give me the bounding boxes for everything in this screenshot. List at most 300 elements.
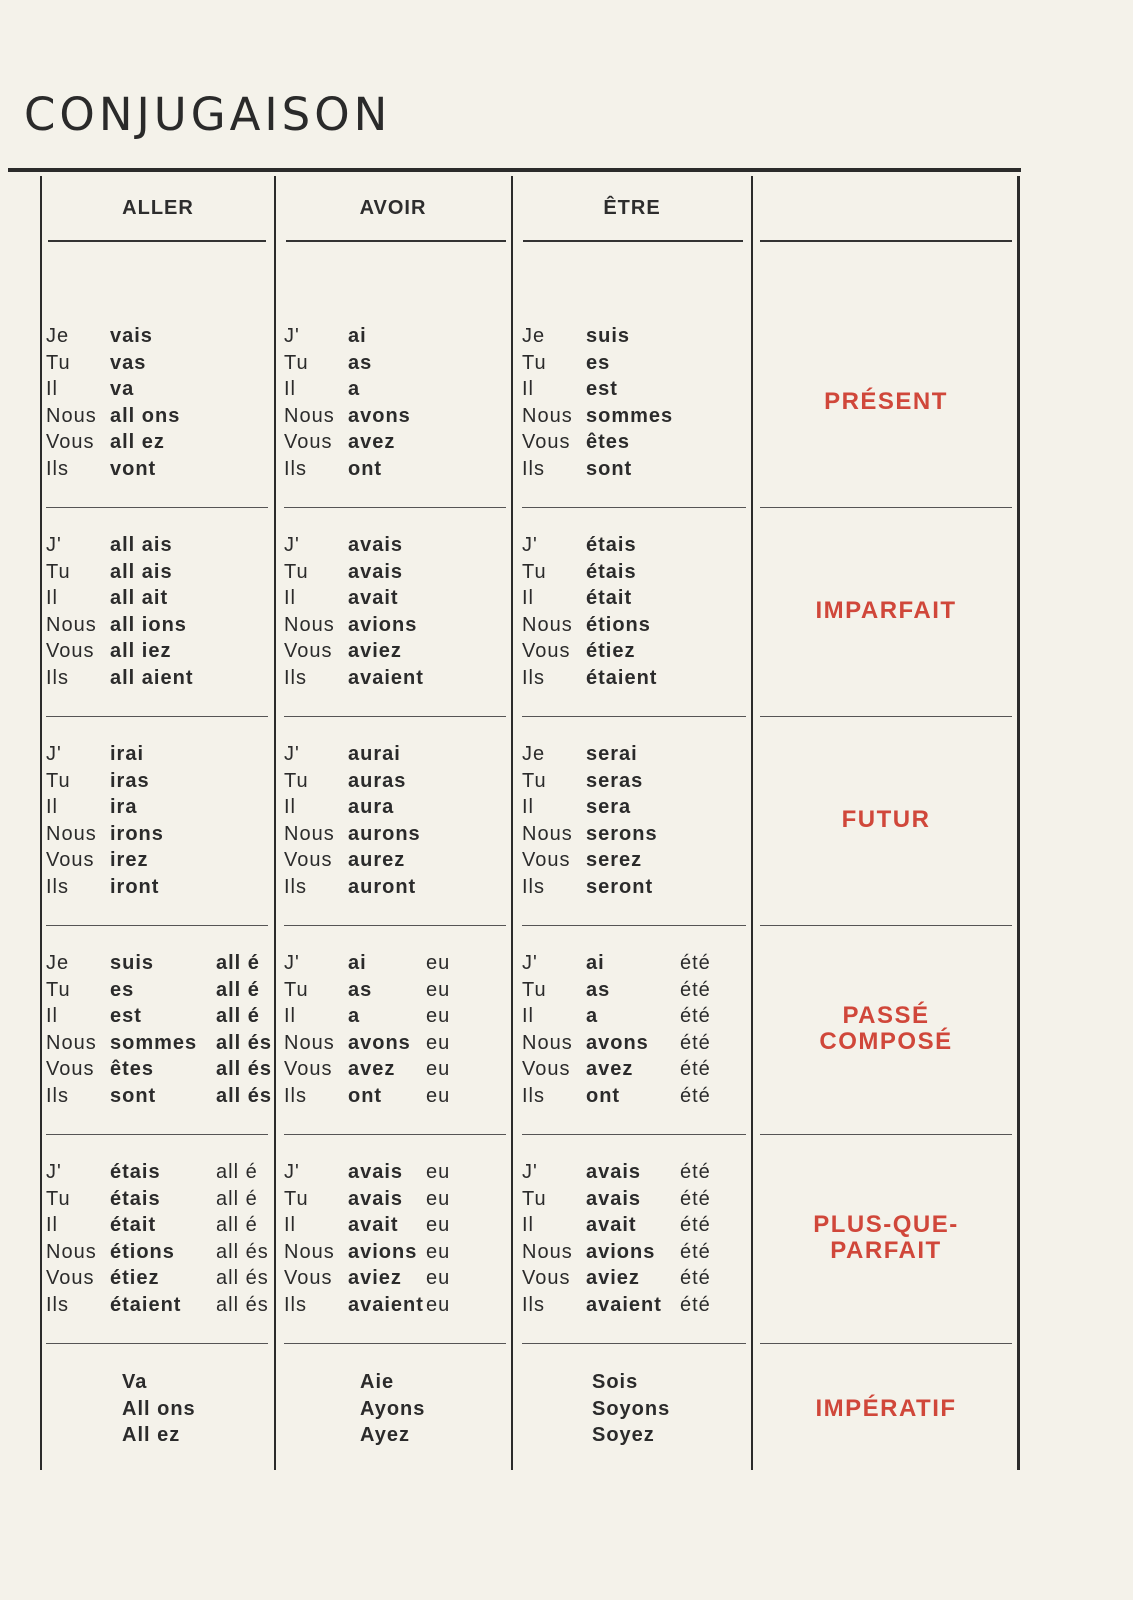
past-participle: all és bbox=[216, 1267, 269, 1289]
conjugation-row bbox=[284, 403, 512, 430]
pronoun: Tu bbox=[46, 978, 71, 1001]
pronoun: Il bbox=[46, 378, 58, 400]
verb-form: aviez bbox=[348, 1267, 402, 1289]
pronoun: Tu bbox=[46, 769, 71, 792]
past-participle: été bbox=[680, 978, 711, 1001]
verb-form: avais bbox=[348, 534, 404, 556]
verb-form: sera bbox=[586, 796, 632, 818]
conjugation-row bbox=[46, 1159, 274, 1186]
pronoun: Nous bbox=[284, 1031, 335, 1054]
conjugation-row bbox=[522, 612, 750, 639]
conjugation-row bbox=[522, 429, 750, 456]
pronoun: Il bbox=[284, 1005, 296, 1027]
conjugation-row bbox=[46, 794, 274, 821]
conjugation-row bbox=[522, 768, 750, 795]
conjugation-row bbox=[522, 1212, 750, 1239]
past-participle: eu bbox=[426, 1267, 451, 1289]
conjugation-row bbox=[46, 323, 274, 350]
conjugation-row bbox=[522, 1239, 750, 1266]
verb-form: avaient bbox=[586, 1293, 662, 1316]
conjugation-row bbox=[46, 741, 274, 768]
conjugation-row bbox=[522, 1159, 750, 1186]
conjugation-row bbox=[522, 1265, 750, 1292]
verb-form: all ions bbox=[110, 613, 187, 636]
row-separator bbox=[284, 716, 506, 717]
conjugation-row bbox=[46, 1186, 274, 1213]
imperative-form: Soyez bbox=[592, 1424, 655, 1446]
pronoun: Nous bbox=[522, 1240, 573, 1263]
pronoun: Nous bbox=[284, 404, 335, 427]
verb-form: all iez bbox=[110, 640, 172, 662]
conjugation-row bbox=[284, 1159, 512, 1186]
row-separator bbox=[760, 925, 1012, 926]
pronoun: J' bbox=[46, 743, 62, 765]
verb-form: étaient bbox=[110, 1293, 182, 1316]
pronoun: Ils bbox=[522, 1293, 545, 1316]
pronoun: Tu bbox=[522, 351, 547, 374]
conjugation-row bbox=[46, 559, 274, 586]
pronoun: Il bbox=[522, 378, 534, 400]
past-participle: eu bbox=[426, 1005, 451, 1027]
conjugation-row bbox=[46, 1239, 274, 1266]
pronoun: Vous bbox=[284, 431, 333, 453]
tense-label-line: PRÉSENT bbox=[824, 388, 948, 415]
verb-form: aurez bbox=[348, 849, 406, 871]
pronoun: Vous bbox=[46, 640, 95, 662]
verb-form: irons bbox=[110, 822, 164, 845]
pronoun: Ils bbox=[46, 457, 69, 480]
pronoun: Je bbox=[46, 952, 70, 974]
verb-form: aurons bbox=[348, 822, 421, 845]
row-separator bbox=[284, 507, 506, 508]
past-participle: été bbox=[680, 952, 711, 974]
imperative-form: All ez bbox=[122, 1424, 181, 1446]
conjugation-cell-aller bbox=[46, 741, 274, 900]
verb-form: ira bbox=[110, 796, 138, 818]
conjugation-cell-etre bbox=[522, 1159, 750, 1318]
verb-form: étais bbox=[110, 1187, 161, 1210]
pronoun: Tu bbox=[522, 560, 547, 583]
conjugation-cell-avoir bbox=[284, 950, 512, 1109]
row-separator bbox=[46, 716, 268, 717]
conjugation-row bbox=[46, 585, 274, 612]
pronoun: Tu bbox=[522, 1187, 547, 1210]
conjugation-row bbox=[522, 532, 750, 559]
tense-label-line: PARFAIT bbox=[830, 1237, 942, 1264]
verb-form: étais bbox=[586, 560, 637, 583]
verb-form: auras bbox=[348, 769, 407, 792]
conjugation-row bbox=[284, 323, 512, 350]
verb-form: aura bbox=[348, 796, 395, 818]
conjugation-row bbox=[46, 612, 274, 639]
pronoun: J' bbox=[284, 952, 300, 974]
verb-form: avais bbox=[348, 1161, 404, 1183]
tense-label bbox=[752, 598, 1020, 624]
past-participle: all é bbox=[216, 1005, 260, 1027]
past-participle: été bbox=[680, 1084, 711, 1107]
verb-form: avais bbox=[348, 560, 404, 583]
pronoun: Ils bbox=[46, 666, 69, 689]
verb-form: avez bbox=[348, 431, 396, 453]
conjugation-row bbox=[522, 323, 750, 350]
verb-form: étiez bbox=[586, 640, 636, 662]
verb-form: avons bbox=[586, 1031, 649, 1054]
imperative-form: Ayez bbox=[360, 1424, 410, 1446]
conjugation-row bbox=[46, 847, 274, 874]
verb-form: serai bbox=[586, 743, 638, 765]
conjugation-row bbox=[46, 429, 274, 456]
verb-form: aviez bbox=[586, 1267, 640, 1289]
conjugation-row bbox=[522, 1030, 750, 1057]
conjugation-row bbox=[46, 1292, 274, 1319]
verb-form: ai bbox=[586, 952, 605, 974]
pronoun: Vous bbox=[284, 849, 333, 871]
conjugation-row bbox=[284, 532, 512, 559]
column-header-etre: ÊTRE bbox=[603, 197, 661, 219]
conjugation-row bbox=[522, 950, 750, 977]
conjugation-cell-aller bbox=[46, 1159, 274, 1318]
verb-form: avions bbox=[586, 1240, 656, 1263]
conjugation-row bbox=[284, 559, 512, 586]
past-participle: all és bbox=[216, 1031, 273, 1054]
verb-form: suis bbox=[110, 952, 155, 974]
verb-form: serons bbox=[586, 822, 658, 845]
conjugation-row bbox=[46, 665, 274, 692]
verb-form: es bbox=[110, 978, 135, 1001]
conjugation-cell-avoir bbox=[284, 1159, 512, 1318]
verb-form: aviez bbox=[348, 640, 402, 662]
past-participle: eu bbox=[426, 1187, 451, 1210]
pronoun: Ils bbox=[46, 875, 69, 898]
row-separator bbox=[284, 1134, 506, 1135]
past-participle: été bbox=[680, 1214, 711, 1236]
past-participle: all é bbox=[216, 1187, 258, 1210]
pronoun: Il bbox=[522, 1005, 534, 1027]
pronoun: J' bbox=[522, 1161, 538, 1183]
row-separator bbox=[760, 1343, 1012, 1344]
pronoun: Nous bbox=[46, 404, 97, 427]
conjugation-row bbox=[284, 977, 512, 1004]
conjugation-row bbox=[522, 1186, 750, 1213]
past-participle: all é bbox=[216, 978, 260, 1001]
pronoun: Je bbox=[522, 325, 546, 347]
past-participle: été bbox=[680, 1187, 711, 1210]
verb-form: as bbox=[348, 351, 373, 374]
verb-form: étions bbox=[586, 613, 651, 636]
verb-form: vais bbox=[110, 325, 153, 347]
pronoun: Il bbox=[522, 1214, 534, 1236]
verb-form: ai bbox=[348, 325, 367, 347]
pronoun: Ils bbox=[46, 1084, 69, 1107]
verb-form: suis bbox=[586, 325, 631, 347]
tense-label-line: PLUS-QUE- bbox=[813, 1211, 959, 1238]
past-participle: all és bbox=[216, 1293, 269, 1316]
past-participle: été bbox=[680, 1293, 711, 1316]
verb-form: étais bbox=[110, 1161, 161, 1183]
conjugation-row bbox=[284, 821, 512, 848]
verb-form: êtes bbox=[586, 431, 631, 453]
row-separator bbox=[46, 1343, 268, 1344]
conjugation-cell-avoir bbox=[284, 323, 512, 482]
verb-form: auront bbox=[348, 875, 417, 898]
conjugation-row bbox=[284, 376, 512, 403]
conjugation-row bbox=[284, 638, 512, 665]
verb-form: all ais bbox=[110, 534, 173, 556]
pronoun: Il bbox=[284, 378, 296, 400]
verb-form: iras bbox=[110, 769, 150, 792]
verb-form: avez bbox=[348, 1058, 396, 1080]
row-separator bbox=[284, 1343, 506, 1344]
conjugation-row bbox=[284, 429, 512, 456]
verb-form: avaient bbox=[348, 1293, 424, 1316]
imperative-form: Sois bbox=[592, 1371, 639, 1393]
verb-form: étaient bbox=[586, 666, 658, 689]
conjugation-cell-etre bbox=[522, 323, 750, 482]
verb-form: avait bbox=[348, 587, 399, 609]
pronoun: Nous bbox=[522, 613, 573, 636]
verb-form: as bbox=[348, 978, 373, 1001]
conjugation-cell-etre bbox=[522, 532, 750, 691]
conjugation-row bbox=[522, 403, 750, 430]
pronoun: J' bbox=[284, 743, 300, 765]
past-participle: été bbox=[680, 1058, 711, 1080]
conjugation-row bbox=[46, 768, 274, 795]
past-participle: eu bbox=[426, 1084, 451, 1107]
pronoun: Il bbox=[46, 587, 58, 609]
pronoun: Ils bbox=[284, 875, 307, 898]
conjugation-row bbox=[46, 950, 274, 977]
past-participle: été bbox=[680, 1267, 711, 1289]
pronoun: Nous bbox=[46, 613, 97, 636]
pronoun: Tu bbox=[284, 769, 309, 792]
verb-form: avons bbox=[348, 1031, 411, 1054]
conjugation-row bbox=[284, 1083, 512, 1110]
row-separator bbox=[46, 925, 268, 926]
conjugation-row bbox=[522, 977, 750, 1004]
pronoun: Nous bbox=[522, 404, 573, 427]
conjugation-row bbox=[46, 1265, 274, 1292]
imperative-form: Ayons bbox=[360, 1397, 426, 1420]
pronoun: Ils bbox=[284, 1293, 307, 1316]
pronoun: Vous bbox=[46, 1058, 95, 1080]
past-participle: été bbox=[680, 1031, 711, 1054]
conjugation-row bbox=[522, 1292, 750, 1319]
pronoun: Il bbox=[46, 1214, 58, 1236]
header-rule bbox=[523, 240, 743, 242]
pronoun: Vous bbox=[46, 431, 95, 453]
imperative-form: Soyons bbox=[592, 1397, 671, 1420]
past-participle: eu bbox=[426, 1240, 451, 1263]
tense-label-line: PASSÉ bbox=[842, 1002, 930, 1029]
verb-form: ont bbox=[348, 1084, 383, 1107]
past-participle: été bbox=[680, 1005, 711, 1027]
conjugation-row bbox=[284, 874, 512, 901]
row-separator bbox=[522, 716, 746, 717]
conjugation-row bbox=[284, 768, 512, 795]
conjugation-row bbox=[284, 950, 512, 977]
pronoun: Vous bbox=[522, 1267, 571, 1289]
conjugation-row bbox=[284, 456, 512, 483]
conjugation-row bbox=[46, 1003, 274, 1030]
row-separator bbox=[760, 716, 1012, 717]
conjugation-row bbox=[284, 1030, 512, 1057]
conjugation-row bbox=[284, 1056, 512, 1083]
pronoun: J' bbox=[284, 1161, 300, 1183]
verb-form: as bbox=[586, 978, 611, 1001]
verb-form: avez bbox=[586, 1058, 634, 1080]
past-participle: all és bbox=[216, 1240, 269, 1263]
verb-form: es bbox=[586, 351, 611, 374]
verb-form: avait bbox=[586, 1214, 637, 1236]
column-header-aller: ALLER bbox=[122, 197, 194, 219]
past-participle: all és bbox=[216, 1084, 273, 1107]
conjugation-cell-avoir bbox=[284, 741, 512, 900]
conjugation-row bbox=[46, 376, 274, 403]
verb-form: seras bbox=[586, 769, 644, 792]
tense-label-imperatif: IMPÉRATIF bbox=[815, 1395, 957, 1422]
pronoun: J' bbox=[522, 534, 538, 556]
conjugation-row bbox=[46, 456, 274, 483]
pronoun: Nous bbox=[46, 822, 97, 845]
verb-form: vas bbox=[110, 351, 147, 374]
row-separator bbox=[760, 1134, 1012, 1135]
pronoun: Il bbox=[522, 587, 534, 609]
verb-form: va bbox=[110, 378, 135, 400]
pronoun: Tu bbox=[284, 351, 309, 374]
verb-form: all ait bbox=[110, 587, 169, 609]
verb-form: avait bbox=[348, 1214, 399, 1236]
verb-form: sont bbox=[586, 457, 633, 480]
verb-form: all ons bbox=[110, 404, 181, 427]
past-participle: eu bbox=[426, 1161, 451, 1183]
conjugation-row bbox=[284, 847, 512, 874]
conjugation-row bbox=[522, 847, 750, 874]
pronoun: J' bbox=[284, 534, 300, 556]
verb-form: est bbox=[586, 378, 618, 400]
page-title: CONJUGAISON bbox=[24, 88, 392, 141]
pronoun: Il bbox=[284, 796, 296, 818]
verb-form: a bbox=[348, 1005, 361, 1027]
conjugation-row bbox=[522, 585, 750, 612]
pronoun: Tu bbox=[284, 1187, 309, 1210]
pronoun: Il bbox=[46, 1005, 58, 1027]
verb-form: iront bbox=[110, 875, 160, 898]
conjugation-cell-aller bbox=[46, 323, 274, 482]
past-participle: eu bbox=[426, 1214, 451, 1236]
pronoun: Ils bbox=[522, 1084, 545, 1107]
verb-form: était bbox=[110, 1214, 157, 1236]
pronoun: Nous bbox=[46, 1240, 97, 1263]
pronoun: Vous bbox=[522, 431, 571, 453]
column-divider bbox=[274, 176, 276, 1470]
verb-form: avaient bbox=[348, 666, 424, 689]
past-participle: été bbox=[680, 1240, 711, 1263]
pronoun: Vous bbox=[46, 1267, 95, 1289]
pronoun: Vous bbox=[522, 1058, 571, 1080]
verb-form: irai bbox=[110, 743, 145, 765]
verb-form: all ez bbox=[110, 431, 165, 453]
row-separator bbox=[522, 1134, 746, 1135]
verb-form: êtes bbox=[110, 1058, 155, 1080]
conjugation-row bbox=[46, 1056, 274, 1083]
pronoun: Il bbox=[284, 1214, 296, 1236]
pronoun: Ils bbox=[522, 875, 545, 898]
conjugation-row bbox=[522, 874, 750, 901]
verb-form: avons bbox=[348, 404, 411, 427]
imperative-form: All ons bbox=[122, 1397, 196, 1420]
tense-label-line: IMPARFAIT bbox=[815, 597, 957, 624]
conjugation-row bbox=[284, 585, 512, 612]
past-participle: eu bbox=[426, 978, 451, 1001]
pronoun: Il bbox=[284, 587, 296, 609]
conjugation-cell-etre bbox=[522, 950, 750, 1109]
pronoun: Ils bbox=[522, 666, 545, 689]
row-separator bbox=[522, 925, 746, 926]
conjugation-cell-avoir bbox=[284, 532, 512, 691]
past-participle: all é bbox=[216, 1214, 258, 1236]
conjugation-row bbox=[284, 1265, 512, 1292]
verb-form: all aient bbox=[110, 666, 194, 689]
conjugation-cell-etre bbox=[522, 741, 750, 900]
pronoun: Vous bbox=[522, 640, 571, 662]
pronoun: Vous bbox=[46, 849, 95, 871]
pronoun: J' bbox=[46, 534, 62, 556]
row-separator bbox=[522, 507, 746, 508]
header-rule bbox=[48, 240, 266, 242]
conjugation-row bbox=[284, 1186, 512, 1213]
verb-form: sont bbox=[110, 1084, 157, 1107]
conjugation-row bbox=[522, 376, 750, 403]
row-separator bbox=[46, 507, 268, 508]
conjugation-row bbox=[284, 1292, 512, 1319]
pronoun: Ils bbox=[46, 1293, 69, 1316]
pronoun: Vous bbox=[522, 849, 571, 871]
pronoun: Tu bbox=[284, 560, 309, 583]
past-participle: eu bbox=[426, 1031, 451, 1054]
conjugation-row bbox=[46, 1212, 274, 1239]
pronoun: J' bbox=[46, 1161, 62, 1183]
conjugation-row bbox=[46, 977, 274, 1004]
conjugation-row bbox=[284, 665, 512, 692]
pronoun: Tu bbox=[522, 978, 547, 1001]
pronoun: Ils bbox=[522, 457, 545, 480]
conjugation-row bbox=[522, 456, 750, 483]
conjugation-row bbox=[46, 532, 274, 559]
verb-form: seront bbox=[586, 875, 654, 898]
past-participle: all é bbox=[216, 952, 260, 974]
conjugation-row bbox=[522, 794, 750, 821]
pronoun: Nous bbox=[284, 613, 335, 636]
verb-form: était bbox=[586, 587, 633, 609]
verb-form: all ais bbox=[110, 560, 173, 583]
conjugation-row bbox=[46, 638, 274, 665]
pronoun: Ils bbox=[284, 666, 307, 689]
tense-label bbox=[752, 1003, 1020, 1055]
tense-label-line: FUTUR bbox=[841, 806, 931, 833]
row-separator bbox=[522, 1343, 746, 1344]
verb-form: étiez bbox=[110, 1267, 160, 1289]
pronoun: Tu bbox=[284, 978, 309, 1001]
conjugation-row bbox=[46, 821, 274, 848]
pronoun: J' bbox=[284, 325, 300, 347]
verb-form: aurai bbox=[348, 743, 401, 765]
conjugation-row bbox=[284, 1239, 512, 1266]
conjugation-row bbox=[284, 350, 512, 377]
tense-label bbox=[752, 389, 1020, 415]
verb-form: ai bbox=[348, 952, 367, 974]
pronoun: Nous bbox=[522, 822, 573, 845]
past-participle: all és bbox=[216, 1058, 273, 1080]
